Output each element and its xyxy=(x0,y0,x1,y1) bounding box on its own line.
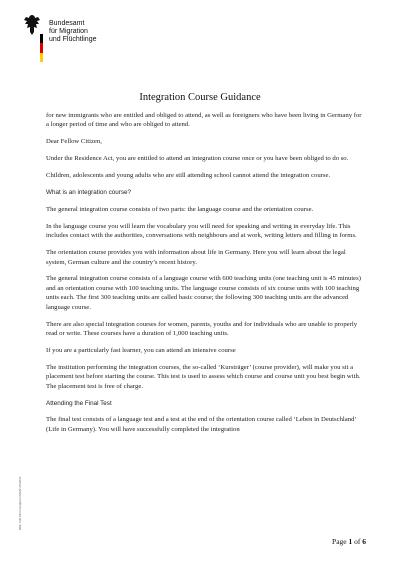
page-total: 6 xyxy=(362,537,366,546)
page-word: Page xyxy=(332,537,347,546)
german-flag-stripe xyxy=(40,34,43,62)
organization-name xyxy=(49,20,96,44)
bamf-logo xyxy=(22,14,162,58)
paragraph-special-courses: There are also special integration courses for women, parents, youths and for individuals who are unable to properly read or write. These courses have a duration of 1,000 teaching units. xyxy=(46,320,358,337)
document-body xyxy=(46,111,366,442)
paragraph-orientation-course: The orientation course provides you with information about life in Germany. Here you will learn about the legal system, German culture and the country’s recent history. xyxy=(46,249,346,266)
paragraph-teaching-units: The general integration course consists of a language course with 600 teaching units (one teaching unit is 45 minutes) and an orientation course with 100 teaching units. The language course consists of six course units with 100 teaching units each. The first 300 teaching units are called basic course; the following 300 teaching units are the advanced language course. xyxy=(46,275,361,311)
heading-final-test: Attending the Final Test xyxy=(46,399,112,407)
paragraph-intensive-course: If you are a particularly fast learner, you can attend an intensive course xyxy=(46,346,236,354)
page-current: 1 xyxy=(348,537,353,546)
salutation: Dear Fellow Citizen, xyxy=(46,138,102,146)
org-line-1: Bundesamt xyxy=(49,20,85,27)
page-of: of xyxy=(354,537,361,546)
paragraph-placement-test: The institution performing the integration courses, the so-called ‘Kursträger’ (course provider), will make you sit a placement test before starting the course. This test is used to assess which course and course unit you best begin with. The placement test is free of charge. xyxy=(46,363,361,390)
intro-paragraph: for new immigrants who are entitled and obliged to attend, as well as foreigners who have been living in Germany for a longer period of time and who are obliged to attend. xyxy=(46,112,362,129)
document-title: Integration Course Guidance xyxy=(139,92,261,103)
paragraph-two-parts: The general integration course consists of two parts: the language course and the orientation course. xyxy=(46,205,314,213)
side-form-code xyxy=(18,430,26,530)
paragraph-residence-act: Under the Residence Act, you are entitled to attend an integration course once or you have been obliged to do so. xyxy=(46,155,349,163)
paragraph-children: Children, adolescents and young adults who are still attending school cannot attend the integration course. xyxy=(46,172,331,180)
org-line-3: und Flüchtlinge xyxy=(49,36,97,43)
page-number xyxy=(332,537,366,546)
form-code-text: BMI- 630.01hm Englisch BAMF 05/2021 xyxy=(18,476,22,530)
org-line-2: für Migration xyxy=(49,28,88,35)
heading-what-is-course: What is an integration course? xyxy=(46,189,132,197)
paragraph-language-course: In the language course you will learn the vocabulary you will need for speaking and writing in everyday life. This includes contact with the authorities, conversations with neighbours and at work, writing letters and filling in forms. xyxy=(46,222,357,240)
paragraph-final-test: The final test consists of a language test and a test at the end of the orientation course called ‘Leben in Deutschland’ (Life in Germany). You will have successfully completed the integration xyxy=(46,416,357,433)
federal-eagle-icon xyxy=(22,14,42,36)
